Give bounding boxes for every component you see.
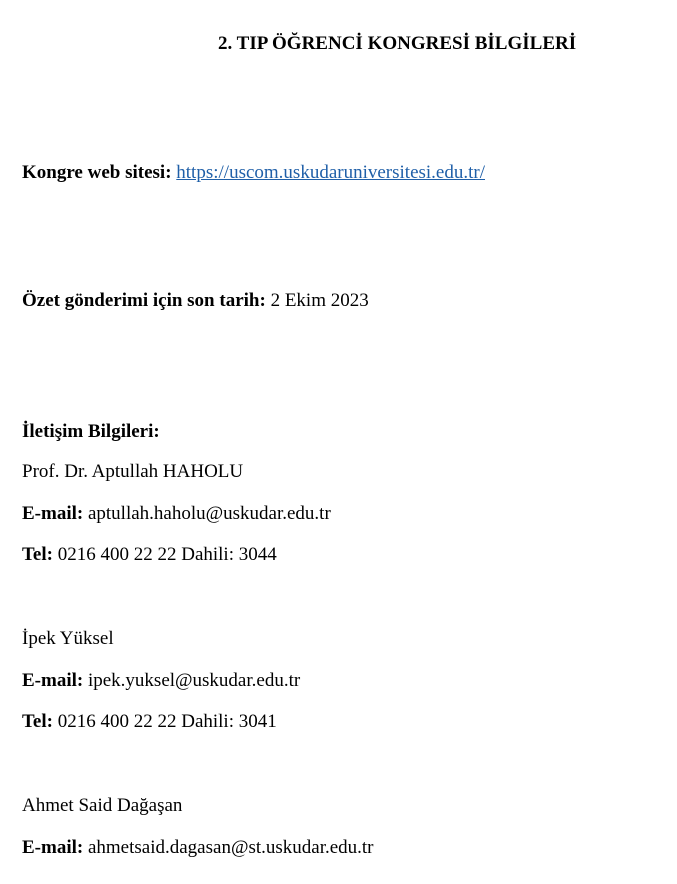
document-title: 2. TIP ÖĞRENCİ KONGRESİ BİLGİLERİ bbox=[218, 33, 577, 54]
contact-name: Prof. Dr. Aptullah HAHOLU bbox=[22, 461, 244, 482]
contact-name: İpek Yüksel bbox=[22, 628, 114, 649]
email-label: E-mail: bbox=[22, 503, 84, 524]
contact-tel-line bbox=[22, 544, 277, 566]
contact-email: ipek.yuksel@uskudar.edu.tr bbox=[87, 670, 301, 691]
contact-tel-line bbox=[22, 711, 277, 733]
deadline-line bbox=[22, 290, 369, 312]
contact-email-line bbox=[22, 837, 374, 859]
website-line bbox=[22, 162, 485, 184]
email-label: E-mail: bbox=[22, 670, 84, 691]
website-link[interactable]: https://uscom.uskudaruniversitesi.edu.tr/ bbox=[176, 162, 485, 183]
deadline-value: 2 Ekim 2023 bbox=[270, 290, 369, 311]
website-label: Kongre web sitesi: bbox=[22, 162, 172, 183]
contact-tel: 0216 400 22 22 Dahili: 3044 bbox=[57, 544, 277, 565]
contact-email: ahmetsaid.dagasan@st.uskudar.edu.tr bbox=[87, 837, 374, 858]
tel-label: Tel: bbox=[22, 544, 53, 565]
tel-label: Tel: bbox=[22, 711, 53, 732]
deadline-label: Özet gönderimi için son tarih: bbox=[22, 290, 266, 311]
contact-tel: 0216 400 22 22 Dahili: 3041 bbox=[57, 711, 277, 732]
contact-heading: İletişim Bilgileri: bbox=[22, 421, 160, 442]
contact-email-line bbox=[22, 503, 331, 525]
contact-email-line bbox=[22, 670, 300, 692]
contact-name: Ahmet Said Dağaşan bbox=[22, 795, 183, 816]
email-label: E-mail: bbox=[22, 837, 84, 858]
contact-email: aptullah.haholu@uskudar.edu.tr bbox=[87, 503, 331, 524]
